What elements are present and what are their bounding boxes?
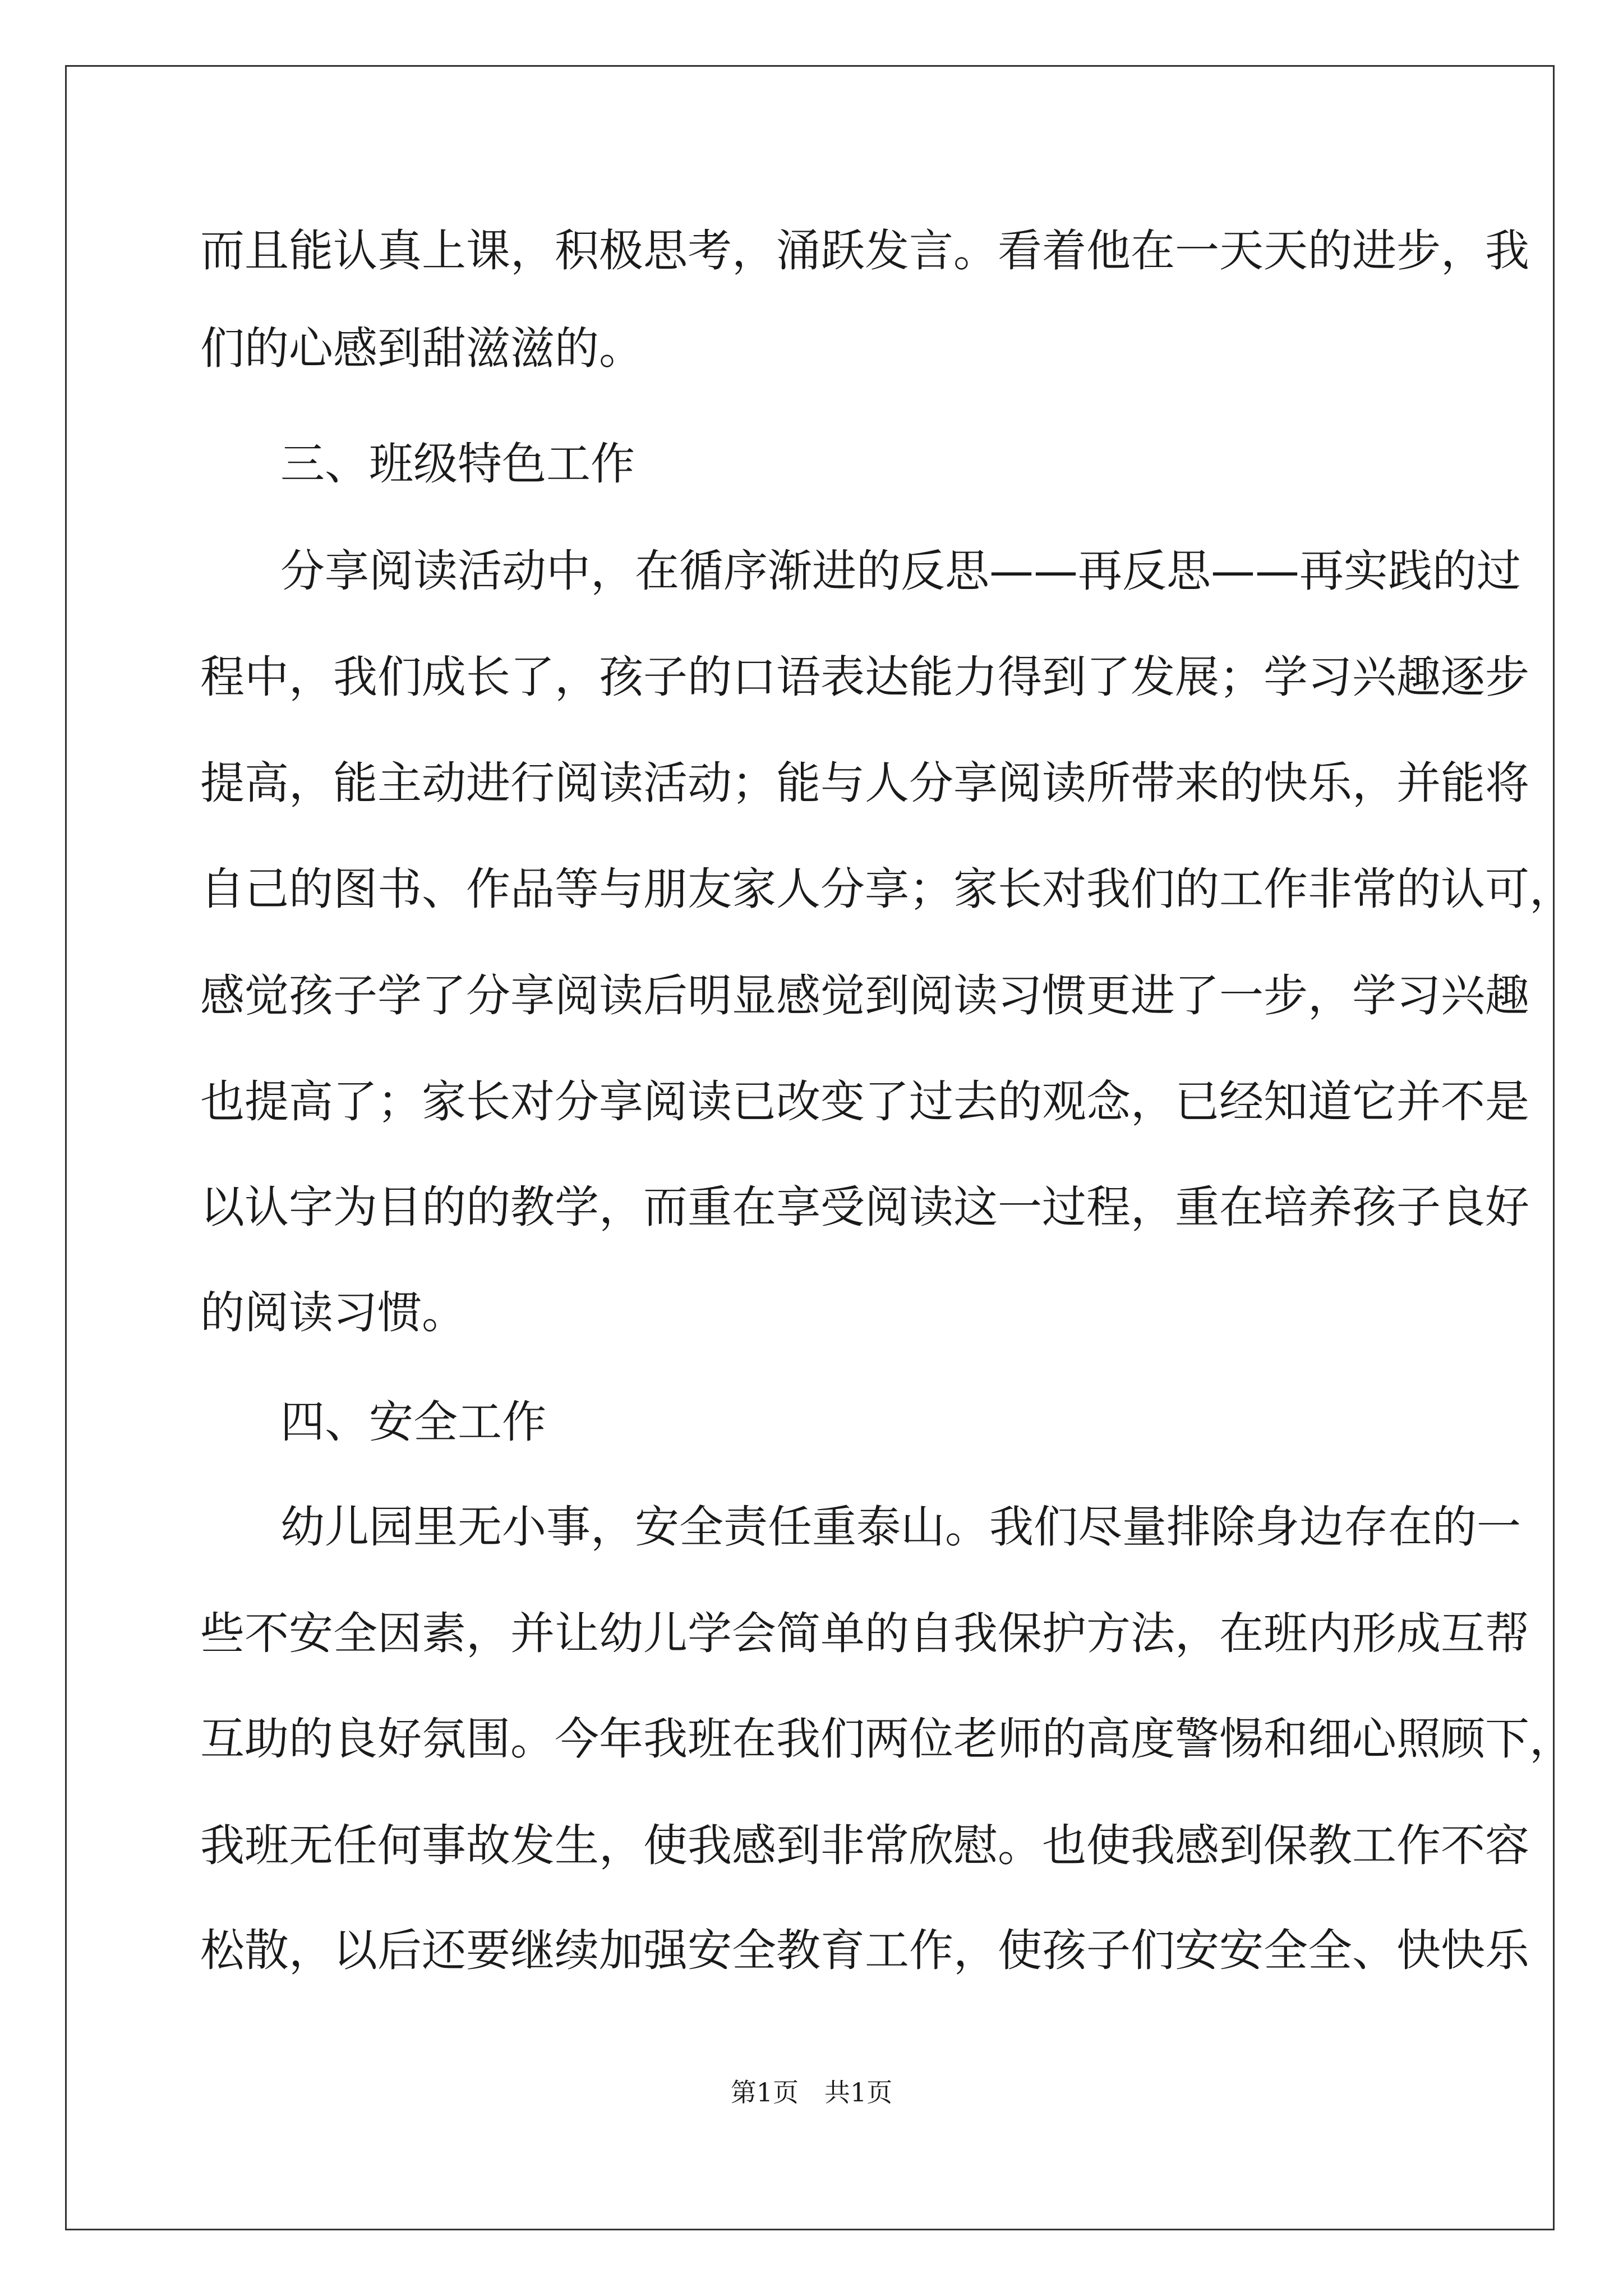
text-line: 感觉孩子学了分享阅读后明显感觉到阅读习惯更进了一步，学习兴趣 <box>200 970 1529 1022</box>
page-footer: 第1页 共1页 <box>730 2077 893 2108</box>
text-line: 以认字为目的的教学，而重在享受阅读这一过程，重在培养孩子良好 <box>200 1181 1529 1233</box>
text-line: 们的心感到甜滋滋的。 <box>200 323 643 374</box>
text-line: 我班无任何事故发生，使我感到非常欣慰。也使我感到保教工作不容 <box>200 1820 1529 1871</box>
text-line: 提高，能主动进行阅读活动；能与人分享阅读所带来的快乐，并能将 <box>200 757 1529 809</box>
text-line: 松散，以后还要继续加强安全教育工作，使孩子们安安全全、快快乐 <box>200 1925 1529 1976</box>
text-line: 而且能认真上课，积极思考，涌跃发言。看着他在一天天的进步，我 <box>200 225 1529 277</box>
page-border <box>65 65 1555 2230</box>
text-line: 互助的良好氛围。今年我班在我们两位老师的高度警惕和细心照顾下， <box>200 1713 1574 1765</box>
text-line: 程中，我们成长了，孩子的口语表达能力得到了发展；学习兴趣逐步 <box>200 651 1529 703</box>
text-line: 自己的图书、作品等与朋友家人分享；家长对我们的工作非常的认可， <box>200 863 1574 915</box>
text-line: 些不安全因素，并让幼儿学会简单的自我保护方法，在班内形成互帮 <box>200 1608 1529 1659</box>
text-line: 的阅读习惯。 <box>200 1287 466 1338</box>
section-heading: 三、班级特色工作 <box>280 438 635 490</box>
text-line: 幼儿园里无小事，安全责任重泰山。我们尽量排除身边存在的一 <box>280 1501 1521 1553</box>
text-line: 也提高了；家长对分享阅读已改变了过去的观念，已经知道它并不是 <box>200 1076 1529 1128</box>
text-line: 分享阅读活动中，在循序渐进的反思——再反思——再实践的过 <box>280 545 1521 597</box>
section-heading: 四、安全工作 <box>280 1396 546 1448</box>
